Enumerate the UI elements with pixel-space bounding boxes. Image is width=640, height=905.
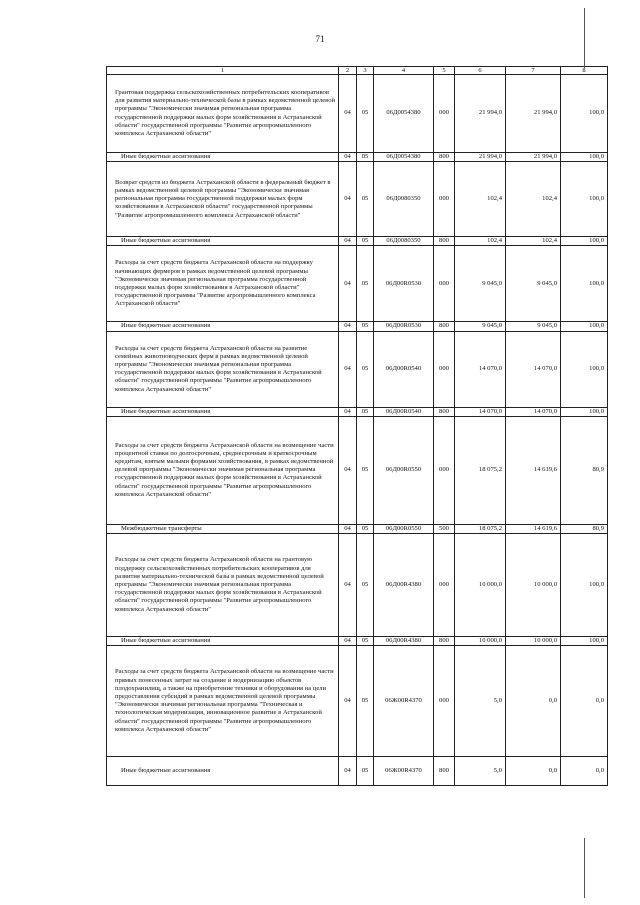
cell-v7: 10 000,0 [506, 637, 561, 646]
cell-vr: 800 [434, 757, 455, 786]
table-header-row [107, 67, 608, 75]
column-header: 8 [561, 67, 608, 75]
table-row [107, 416, 608, 524]
cell-v6: 9 045,0 [455, 322, 506, 331]
cell-v6: 21 994,0 [455, 75, 506, 153]
row-name: Расходы за счет средств бюджета Астраханской области на возмещение части процентной ставки по долгосрочным, среднесрочным и краткосрочным кредитам, взятым малыми формами хозяйствования, в рамках ведомственной целевой программы "Экономически значимая региональная программа государственной поддержки малых форм хозяйствования в Астраханской области" государственной программы "Развитие агропромышленного комплекса Астраханской области" [107, 416, 339, 524]
cell-csr: 06Д0080350 [374, 237, 434, 246]
cell-csr: 06Ж00R4370 [374, 646, 434, 757]
cell-rz: 04 [339, 246, 357, 322]
cell-v6: 102,4 [455, 237, 506, 246]
cell-pr: 05 [357, 416, 374, 524]
column-header: 6 [455, 67, 506, 75]
cell-pr: 05 [357, 246, 374, 322]
cell-vr: 000 [434, 331, 455, 407]
cell-pr: 05 [357, 757, 374, 786]
cell-vr: 500 [434, 524, 455, 533]
row-name: Возврат средств из бюджета Астраханской области в федеральный бюджет в рамках ведомственной целевой программы "Экономически значимая региональная программа государственной поддержки малых форм хозяйствования в Астраханской области" государственной программы "Развитие агропромышленного комплекса Астраханской области" [107, 162, 339, 237]
cell-rz: 04 [339, 75, 357, 153]
cell-v7: 21 994,0 [506, 75, 561, 153]
cell-rz: 04 [339, 646, 357, 757]
cell-v6: 102,4 [455, 162, 506, 237]
table-row [107, 322, 608, 331]
cell-v7: 0,0 [506, 646, 561, 757]
cell-csr: 06Д00R0530 [374, 322, 434, 331]
cell-rz: 04 [339, 322, 357, 331]
column-header: 5 [434, 67, 455, 75]
cell-vr: 800 [434, 407, 455, 416]
cell-v7: 14 619,6 [506, 416, 561, 524]
cell-v7: 9 045,0 [506, 246, 561, 322]
cell-vr: 000 [434, 246, 455, 322]
cell-csr: 06Д00R0550 [374, 524, 434, 533]
cell-csr: 06Д00R0540 [374, 407, 434, 416]
cell-rz: 04 [339, 534, 357, 637]
cell-vr: 000 [434, 75, 455, 153]
cell-pr: 05 [357, 153, 374, 162]
cell-v6: 14 070,0 [455, 407, 506, 416]
cell-v7: 102,4 [506, 162, 561, 237]
cell-vr: 000 [434, 646, 455, 757]
cell-v7: 9 045,0 [506, 322, 561, 331]
cell-vr: 800 [434, 237, 455, 246]
cell-vr: 000 [434, 416, 455, 524]
cell-pr: 05 [357, 75, 374, 153]
cell-v8: 0,0 [561, 646, 608, 757]
table-row [107, 331, 608, 407]
cell-csr: 06Д00R0550 [374, 416, 434, 524]
cell-v6: 10 000,0 [455, 637, 506, 646]
cell-vr: 800 [434, 637, 455, 646]
row-name: Иные бюджетные ассигнования [107, 637, 339, 646]
column-header: 1 [107, 67, 339, 75]
cell-v8: 100,0 [561, 331, 608, 407]
cell-pr: 05 [357, 322, 374, 331]
cell-rz: 04 [339, 407, 357, 416]
cell-rz: 04 [339, 757, 357, 786]
cell-pr: 05 [357, 407, 374, 416]
cell-rz: 04 [339, 331, 357, 407]
margin-line [584, 838, 585, 898]
row-name: Иные бюджетные ассигнования [107, 407, 339, 416]
row-name: Межбюджетные трансферты [107, 524, 339, 533]
cell-pr: 05 [357, 524, 374, 533]
cell-rz: 04 [339, 416, 357, 524]
cell-v8: 100,0 [561, 153, 608, 162]
row-name: Иные бюджетные ассигнования [107, 153, 339, 162]
cell-v8: 80,9 [561, 524, 608, 533]
cell-csr: 06Д00R4380 [374, 637, 434, 646]
cell-v8: 100,0 [561, 322, 608, 331]
cell-pr: 05 [357, 637, 374, 646]
cell-csr: 06Д0054380 [374, 153, 434, 162]
cell-csr: 06Д00R4380 [374, 534, 434, 637]
cell-v6: 5,0 [455, 646, 506, 757]
row-name: Расходы за счет средств бюджета Астраханской области на грантовую поддержку сельскохозяйственных потребительских кооперативов для развития материально-технической базы в рамках ведомственной целевой программы "Экономически значимая региональная программа государственной поддержки малых форм хозяйствования в Астраханской области" государственной программы "Развитие агропромышленного комплекса Астраханской области" [107, 534, 339, 637]
table-row [107, 534, 608, 637]
cell-pr: 05 [357, 237, 374, 246]
cell-v6: 18 075,2 [455, 416, 506, 524]
cell-pr: 05 [357, 331, 374, 407]
table-row [107, 524, 608, 533]
cell-rz: 04 [339, 237, 357, 246]
cell-v7: 21 994,0 [506, 153, 561, 162]
table-row [107, 637, 608, 646]
cell-csr: 06Д0054380 [374, 75, 434, 153]
cell-csr: 06Д00R0530 [374, 246, 434, 322]
cell-vr: 800 [434, 153, 455, 162]
table-row [107, 75, 608, 153]
cell-v6: 14 070,0 [455, 331, 506, 407]
cell-v8: 100,0 [561, 534, 608, 637]
row-name: Расходы за счет средств бюджета Астраханской области на возмещение части прямых понесенных затрат на создание и модернизацию объектов плодохранилищ, а также на приобретение техники и оборудования на цели предоставления субсидий в рамках ведомственной целевой программы "Экономически значимая региональная программа "Техническая и технологическая модернизация, инновационное развитие в Астраханской области" государственной программы "Развитие агропромышленного комплекса Астраханской области" [107, 646, 339, 757]
cell-csr: 06Ж00R4370 [374, 757, 434, 786]
table-row [107, 646, 608, 757]
cell-rz: 04 [339, 153, 357, 162]
cell-v6: 5,0 [455, 757, 506, 786]
page-number: 71 [315, 34, 325, 44]
cell-rz: 04 [339, 524, 357, 533]
cell-pr: 05 [357, 162, 374, 237]
column-header: 7 [506, 67, 561, 75]
cell-v6: 21 994,0 [455, 153, 506, 162]
cell-pr: 05 [357, 534, 374, 637]
cell-v8: 100,0 [561, 162, 608, 237]
cell-csr: 06Д00R0540 [374, 331, 434, 407]
cell-rz: 04 [339, 637, 357, 646]
table-row [107, 407, 608, 416]
cell-vr: 000 [434, 162, 455, 237]
cell-v7: 10 000,0 [506, 534, 561, 637]
row-name: Расходы за счет средств бюджета Астраханской области на поддержку начинающих фермеров в рамках ведомственной целевой программы "Экономически значимая региональная программа государственной поддержки малых форм хозяйствования в Астраханской области" государственной программы "Развитие агропромышленного комплекса Астраханской области" [107, 246, 339, 322]
table-row [107, 162, 608, 237]
cell-v7: 14 070,0 [506, 331, 561, 407]
table-row [107, 246, 608, 322]
cell-vr: 000 [434, 534, 455, 637]
row-name: Иные бюджетные ассигнования [107, 322, 339, 331]
cell-v8: 0,0 [561, 757, 608, 786]
cell-v8: 100,0 [561, 637, 608, 646]
cell-pr: 05 [357, 646, 374, 757]
table-row [107, 153, 608, 162]
row-name: Иные бюджетные ассигнования [107, 757, 339, 786]
cell-v7: 14 619,6 [506, 524, 561, 533]
cell-v6: 9 045,0 [455, 246, 506, 322]
cell-v8: 100,0 [561, 237, 608, 246]
cell-v8: 80,9 [561, 416, 608, 524]
table-row [107, 237, 608, 246]
budget-table [106, 66, 608, 786]
row-name: Расходы за счет средств бюджета Астраханской области на развитие семейных животноводческих ферм в рамках ведомственной целевой программы "Экономически значимая региональная программа государственной поддержки малых форм хозяйствования в Астраханской области" государственной программы "Развитие агропромышленного комплекса Астраханской области" [107, 331, 339, 407]
table-row [107, 757, 608, 786]
cell-csr: 06Д0080350 [374, 162, 434, 237]
cell-rz: 04 [339, 162, 357, 237]
column-header: 2 [339, 67, 357, 75]
cell-v7: 14 070,0 [506, 407, 561, 416]
cell-v7: 102,4 [506, 237, 561, 246]
margin-line [584, 8, 585, 68]
column-header: 4 [374, 67, 434, 75]
cell-v6: 10 000,0 [455, 534, 506, 637]
cell-v8: 100,0 [561, 407, 608, 416]
cell-vr: 800 [434, 322, 455, 331]
row-name: Грантовая поддержка сельскохозяйственных потребительских кооперативов для развития материально-технической базы в рамках ведомственной целевой программы "Экономически значимая региональная программа государственной поддержки малых форм хозяйствования в Астраханской области" государственной программы "Развитие агропромышленного комплекса Астраханской области" [107, 75, 339, 153]
cell-v7: 0,0 [506, 757, 561, 786]
cell-v6: 18 075,2 [455, 524, 506, 533]
column-header: 3 [357, 67, 374, 75]
cell-v8: 100,0 [561, 75, 608, 153]
row-name: Иные бюджетные ассигнования [107, 237, 339, 246]
cell-v8: 100,0 [561, 246, 608, 322]
